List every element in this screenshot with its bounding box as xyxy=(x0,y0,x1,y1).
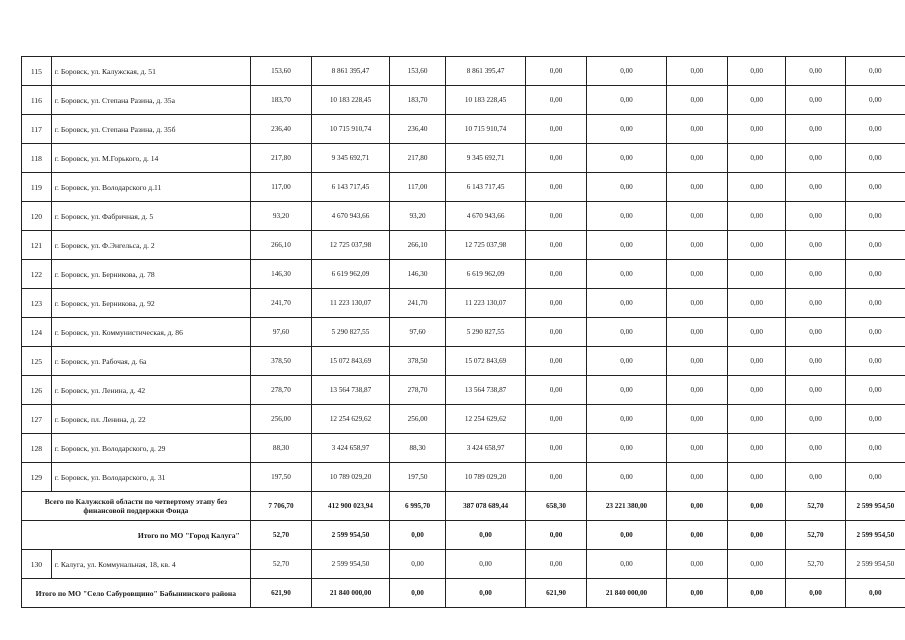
total-kaluga-cell: 0,00 xyxy=(727,521,785,550)
total-sabur-row xyxy=(22,579,905,608)
row-number: 129 xyxy=(22,463,52,492)
value-cell: 0,00 xyxy=(727,289,785,318)
address-cell: г. Боровск, ул. М.Горького, д. 14 xyxy=(51,144,250,173)
value-cell: 0,00 xyxy=(666,202,727,231)
value-cell: 4 670 943,66 xyxy=(446,202,526,231)
value-cell: 6 619 962,09 xyxy=(446,260,526,289)
value-cell: 97,60 xyxy=(250,318,311,347)
value-cell: 0,00 xyxy=(587,57,666,86)
value-cell: 0,00 xyxy=(666,550,727,579)
address-cell: г. Боровск, ул. Фабричная, д. 5 xyxy=(51,202,250,231)
value-cell: 197,50 xyxy=(389,463,446,492)
value-cell: 0,00 xyxy=(786,115,845,144)
table-row xyxy=(22,347,905,376)
address-cell: г. Калуга, ул. Коммунальная, 18, кв. 4 xyxy=(51,550,250,579)
value-cell: 0,00 xyxy=(525,434,586,463)
value-cell: 0,00 xyxy=(727,376,785,405)
address-cell: г. Боровск, ул. Володарского, д. 29 xyxy=(51,434,250,463)
value-cell: 0,00 xyxy=(727,550,785,579)
table-row xyxy=(22,57,905,86)
value-cell: 0,00 xyxy=(525,405,586,434)
value-cell: 0,00 xyxy=(525,376,586,405)
address-cell: г. Боровск, ул. Степана Разина, д. 35а xyxy=(51,86,250,115)
value-cell: 378,50 xyxy=(389,347,446,376)
value-cell: 6 143 717,45 xyxy=(446,173,526,202)
table-row xyxy=(22,463,905,492)
value-cell: 10 715 910,74 xyxy=(446,115,526,144)
value-cell: 0,00 xyxy=(666,376,727,405)
value-cell: 0,00 xyxy=(666,173,727,202)
value-cell: 146,30 xyxy=(250,260,311,289)
value-cell: 52,70 xyxy=(786,550,845,579)
value-cell: 0,00 xyxy=(727,318,785,347)
value-cell: 5 290 827,55 xyxy=(446,318,526,347)
value-cell: 0,00 xyxy=(666,434,727,463)
total-region-cell: 7 706,70 xyxy=(250,492,311,521)
value-cell: 10 183 228,45 xyxy=(446,86,526,115)
value-cell: 236,40 xyxy=(250,115,311,144)
table-row xyxy=(22,144,905,173)
row-number: 124 xyxy=(22,318,52,347)
value-cell: 88,30 xyxy=(250,434,311,463)
total-sabur-cell: 21 840 000,00 xyxy=(587,579,666,608)
value-cell: 0,00 xyxy=(525,463,586,492)
value-cell: 0,00 xyxy=(786,57,845,86)
value-cell: 0,00 xyxy=(389,550,446,579)
total-region-cell: 658,30 xyxy=(525,492,586,521)
value-cell: 0,00 xyxy=(587,289,666,318)
value-cell: 10 789 029,20 xyxy=(446,463,526,492)
row-number: 120 xyxy=(22,202,52,231)
value-cell: 0,00 xyxy=(727,86,785,115)
value-cell: 0,00 xyxy=(845,405,905,434)
value-cell: 15 072 843,69 xyxy=(446,347,526,376)
value-cell: 217,80 xyxy=(389,144,446,173)
value-cell: 0,00 xyxy=(666,57,727,86)
table-row xyxy=(22,202,905,231)
address-cell: г. Боровск, ул. Володарского д.11 xyxy=(51,173,250,202)
total-sabur-cell: 0,00 xyxy=(446,579,526,608)
value-cell: 0,00 xyxy=(525,260,586,289)
value-cell: 0,00 xyxy=(727,463,785,492)
table-row xyxy=(22,289,905,318)
total-kaluga-cell: 52,70 xyxy=(786,521,845,550)
value-cell: 0,00 xyxy=(727,434,785,463)
value-cell: 0,00 xyxy=(587,405,666,434)
value-cell: 93,20 xyxy=(250,202,311,231)
value-cell: 10 715 910,74 xyxy=(312,115,390,144)
value-cell: 0,00 xyxy=(587,202,666,231)
value-cell: 8 861 395,47 xyxy=(312,57,390,86)
value-cell: 0,00 xyxy=(587,144,666,173)
value-cell: 0,00 xyxy=(845,463,905,492)
table-row xyxy=(22,550,905,579)
value-cell: 0,00 xyxy=(587,550,666,579)
total-kaluga-cell: 2 599 954,50 xyxy=(312,521,390,550)
table-row xyxy=(22,86,905,115)
value-cell: 0,00 xyxy=(525,57,586,86)
value-cell: 0,00 xyxy=(587,115,666,144)
value-cell: 0,00 xyxy=(845,202,905,231)
value-cell: 0,00 xyxy=(727,260,785,289)
value-cell: 0,00 xyxy=(666,318,727,347)
value-cell: 93,20 xyxy=(389,202,446,231)
row-number: 130 xyxy=(22,550,52,579)
value-cell: 0,00 xyxy=(666,289,727,318)
value-cell: 0,00 xyxy=(727,144,785,173)
address-cell: г. Боровск, ул. Рабочая, д. 6а xyxy=(51,347,250,376)
value-cell: 0,00 xyxy=(525,173,586,202)
row-number: 121 xyxy=(22,231,52,260)
value-cell: 11 223 130,07 xyxy=(312,289,390,318)
total-region-cell: 0,00 xyxy=(666,492,727,521)
total-region-cell: 0,00 xyxy=(727,492,785,521)
value-cell: 0,00 xyxy=(786,347,845,376)
value-cell: 153,60 xyxy=(250,57,311,86)
value-cell: 5 290 827,55 xyxy=(312,318,390,347)
address-cell: г. Боровск, ул. Володарского, д. 31 xyxy=(51,463,250,492)
total-sabur-cell: 0,00 xyxy=(845,579,905,608)
value-cell: 12 725 037,98 xyxy=(312,231,390,260)
value-cell: 256,00 xyxy=(250,405,311,434)
value-cell: 0,00 xyxy=(525,289,586,318)
total-kaluga-cell: 0,00 xyxy=(446,521,526,550)
table-row xyxy=(22,318,905,347)
table-body xyxy=(22,57,905,608)
value-cell: 13 564 738,87 xyxy=(446,376,526,405)
value-cell: 217,80 xyxy=(250,144,311,173)
value-cell: 0,00 xyxy=(786,434,845,463)
value-cell: 11 223 130,07 xyxy=(446,289,526,318)
row-number: 117 xyxy=(22,115,52,144)
total-sabur-cell: 621,90 xyxy=(525,579,586,608)
value-cell: 117,00 xyxy=(389,173,446,202)
value-cell: 0,00 xyxy=(845,289,905,318)
total-sabur-cell: 0,00 xyxy=(727,579,785,608)
value-cell: 0,00 xyxy=(525,318,586,347)
address-cell: г. Боровск, ул. Ф.Энгельса, д. 2 xyxy=(51,231,250,260)
row-number: 125 xyxy=(22,347,52,376)
value-cell: 0,00 xyxy=(666,231,727,260)
value-cell: 0,00 xyxy=(666,405,727,434)
value-cell: 6 619 962,09 xyxy=(312,260,390,289)
total-region-cell: 2 599 954,50 xyxy=(845,492,905,521)
value-cell: 0,00 xyxy=(845,144,905,173)
value-cell: 52,70 xyxy=(250,550,311,579)
value-cell: 15 072 843,69 xyxy=(312,347,390,376)
row-number: 118 xyxy=(22,144,52,173)
value-cell: 88,30 xyxy=(389,434,446,463)
address-cell: г. Боровск, пл. Ленина, д. 22 xyxy=(51,405,250,434)
value-cell: 0,00 xyxy=(727,173,785,202)
table-row xyxy=(22,231,905,260)
row-number: 119 xyxy=(22,173,52,202)
value-cell: 0,00 xyxy=(845,434,905,463)
value-cell: 6 143 717,45 xyxy=(312,173,390,202)
value-cell: 0,00 xyxy=(587,173,666,202)
value-cell: 0,00 xyxy=(845,260,905,289)
value-cell: 0,00 xyxy=(587,347,666,376)
total-region-label: Всего по Калужской области по четвертому этапу без финансовой поддержки Фонда xyxy=(22,492,251,521)
value-cell: 0,00 xyxy=(786,318,845,347)
row-number: 115 xyxy=(22,57,52,86)
address-cell: г. Боровск, ул. Степана Разина, д. 35б xyxy=(51,115,250,144)
value-cell: 241,70 xyxy=(389,289,446,318)
value-cell: 0,00 xyxy=(587,260,666,289)
total-sabur-cell: 21 840 000,00 xyxy=(312,579,390,608)
total-sabur-cell: 621,90 xyxy=(250,579,311,608)
value-cell: 0,00 xyxy=(727,347,785,376)
value-cell: 0,00 xyxy=(525,550,586,579)
value-cell: 0,00 xyxy=(666,144,727,173)
row-number: 126 xyxy=(22,376,52,405)
value-cell: 12 725 037,98 xyxy=(446,231,526,260)
total-sabur-cell: 0,00 xyxy=(389,579,446,608)
value-cell: 256,00 xyxy=(389,405,446,434)
total-sabur-cell: 0,00 xyxy=(786,579,845,608)
value-cell: 0,00 xyxy=(845,115,905,144)
value-cell: 0,00 xyxy=(666,86,727,115)
row-number: 127 xyxy=(22,405,52,434)
value-cell: 0,00 xyxy=(845,376,905,405)
row-number: 123 xyxy=(22,289,52,318)
value-cell: 266,10 xyxy=(389,231,446,260)
value-cell: 0,00 xyxy=(666,115,727,144)
value-cell: 0,00 xyxy=(587,86,666,115)
total-sabur-label: Итого по МО "Село Сабуровщино" Бабынинского района xyxy=(22,579,251,608)
value-cell: 0,00 xyxy=(587,463,666,492)
total-kaluga-cell: 0,00 xyxy=(525,521,586,550)
value-cell: 2 599 954,50 xyxy=(312,550,390,579)
table-row xyxy=(22,115,905,144)
total-kaluga-row xyxy=(22,521,905,550)
value-cell: 278,70 xyxy=(250,376,311,405)
table-row xyxy=(22,434,905,463)
address-cell: г. Боровск, ул. Ленина, д. 42 xyxy=(51,376,250,405)
total-kaluga-cell: 52,70 xyxy=(250,521,311,550)
value-cell: 0,00 xyxy=(666,260,727,289)
table-row xyxy=(22,405,905,434)
total-region-cell: 387 078 689,44 xyxy=(446,492,526,521)
housing-program-table xyxy=(21,56,905,608)
value-cell: 236,40 xyxy=(389,115,446,144)
value-cell: 0,00 xyxy=(525,202,586,231)
value-cell: 0,00 xyxy=(845,86,905,115)
address-cell: г. Боровск, ул. Калужская, д. 51 xyxy=(51,57,250,86)
value-cell: 0,00 xyxy=(587,318,666,347)
total-kaluga-cell: 2 599 954,50 xyxy=(845,521,905,550)
value-cell: 0,00 xyxy=(525,231,586,260)
value-cell: 0,00 xyxy=(727,231,785,260)
value-cell: 13 564 738,87 xyxy=(312,376,390,405)
total-kaluga-cell: 0,00 xyxy=(389,521,446,550)
value-cell: 0,00 xyxy=(845,57,905,86)
value-cell: 0,00 xyxy=(845,347,905,376)
value-cell: 4 670 943,66 xyxy=(312,202,390,231)
address-cell: г. Боровск, ул. Коммунистическая, д. 86 xyxy=(51,318,250,347)
value-cell: 0,00 xyxy=(587,376,666,405)
value-cell: 0,00 xyxy=(845,173,905,202)
value-cell: 0,00 xyxy=(666,347,727,376)
value-cell: 0,00 xyxy=(786,231,845,260)
address-cell: г. Боровск, ул. Берникова, д. 92 xyxy=(51,289,250,318)
value-cell: 0,00 xyxy=(446,550,526,579)
value-cell: 183,70 xyxy=(389,86,446,115)
value-cell: 8 861 395,47 xyxy=(446,57,526,86)
row-number: 128 xyxy=(22,434,52,463)
value-cell: 0,00 xyxy=(525,144,586,173)
row-number: 116 xyxy=(22,86,52,115)
value-cell: 0,00 xyxy=(786,289,845,318)
value-cell: 241,70 xyxy=(250,289,311,318)
total-region-cell: 412 900 023,94 xyxy=(312,492,390,521)
value-cell: 183,70 xyxy=(250,86,311,115)
table-row xyxy=(22,173,905,202)
value-cell: 0,00 xyxy=(845,318,905,347)
value-cell: 0,00 xyxy=(587,434,666,463)
value-cell: 0,00 xyxy=(525,347,586,376)
value-cell: 0,00 xyxy=(786,86,845,115)
value-cell: 0,00 xyxy=(786,144,845,173)
value-cell: 0,00 xyxy=(786,376,845,405)
value-cell: 146,30 xyxy=(389,260,446,289)
total-kaluga-cell: 0,00 xyxy=(666,521,727,550)
value-cell: 0,00 xyxy=(727,405,785,434)
value-cell: 9 345 692,71 xyxy=(312,144,390,173)
value-cell: 117,00 xyxy=(250,173,311,202)
total-sabur-cell: 0,00 xyxy=(666,579,727,608)
total-region-cell: 23 221 380,00 xyxy=(587,492,666,521)
total-region-cell: 6 995,70 xyxy=(389,492,446,521)
value-cell: 10 789 029,20 xyxy=(312,463,390,492)
total-kaluga-cell: 0,00 xyxy=(587,521,666,550)
value-cell: 0,00 xyxy=(786,202,845,231)
value-cell: 378,50 xyxy=(250,347,311,376)
value-cell: 3 424 658,97 xyxy=(446,434,526,463)
value-cell: 0,00 xyxy=(786,173,845,202)
value-cell: 0,00 xyxy=(525,86,586,115)
value-cell: 0,00 xyxy=(727,115,785,144)
value-cell: 153,60 xyxy=(389,57,446,86)
table-row xyxy=(22,376,905,405)
value-cell: 0,00 xyxy=(786,405,845,434)
table-row xyxy=(22,260,905,289)
value-cell: 9 345 692,71 xyxy=(446,144,526,173)
value-cell: 10 183 228,45 xyxy=(312,86,390,115)
value-cell: 2 599 954,50 xyxy=(845,550,905,579)
value-cell: 0,00 xyxy=(666,463,727,492)
total-region-cell: 52,70 xyxy=(786,492,845,521)
value-cell: 12 254 629,62 xyxy=(312,405,390,434)
value-cell: 0,00 xyxy=(727,57,785,86)
total-region-row xyxy=(22,492,905,521)
value-cell: 278,70 xyxy=(389,376,446,405)
value-cell: 266,10 xyxy=(250,231,311,260)
value-cell: 0,00 xyxy=(587,231,666,260)
value-cell: 12 254 629,62 xyxy=(446,405,526,434)
value-cell: 3 424 658,97 xyxy=(312,434,390,463)
value-cell: 97,60 xyxy=(389,318,446,347)
value-cell: 0,00 xyxy=(727,202,785,231)
value-cell: 0,00 xyxy=(845,231,905,260)
total-kaluga-label: Итого по МО "Город Калуга" xyxy=(22,521,251,550)
value-cell: 197,50 xyxy=(250,463,311,492)
value-cell: 0,00 xyxy=(525,115,586,144)
row-number: 122 xyxy=(22,260,52,289)
address-cell: г. Боровск, ул. Берникова, д. 78 xyxy=(51,260,250,289)
value-cell: 0,00 xyxy=(786,463,845,492)
value-cell: 0,00 xyxy=(786,260,845,289)
